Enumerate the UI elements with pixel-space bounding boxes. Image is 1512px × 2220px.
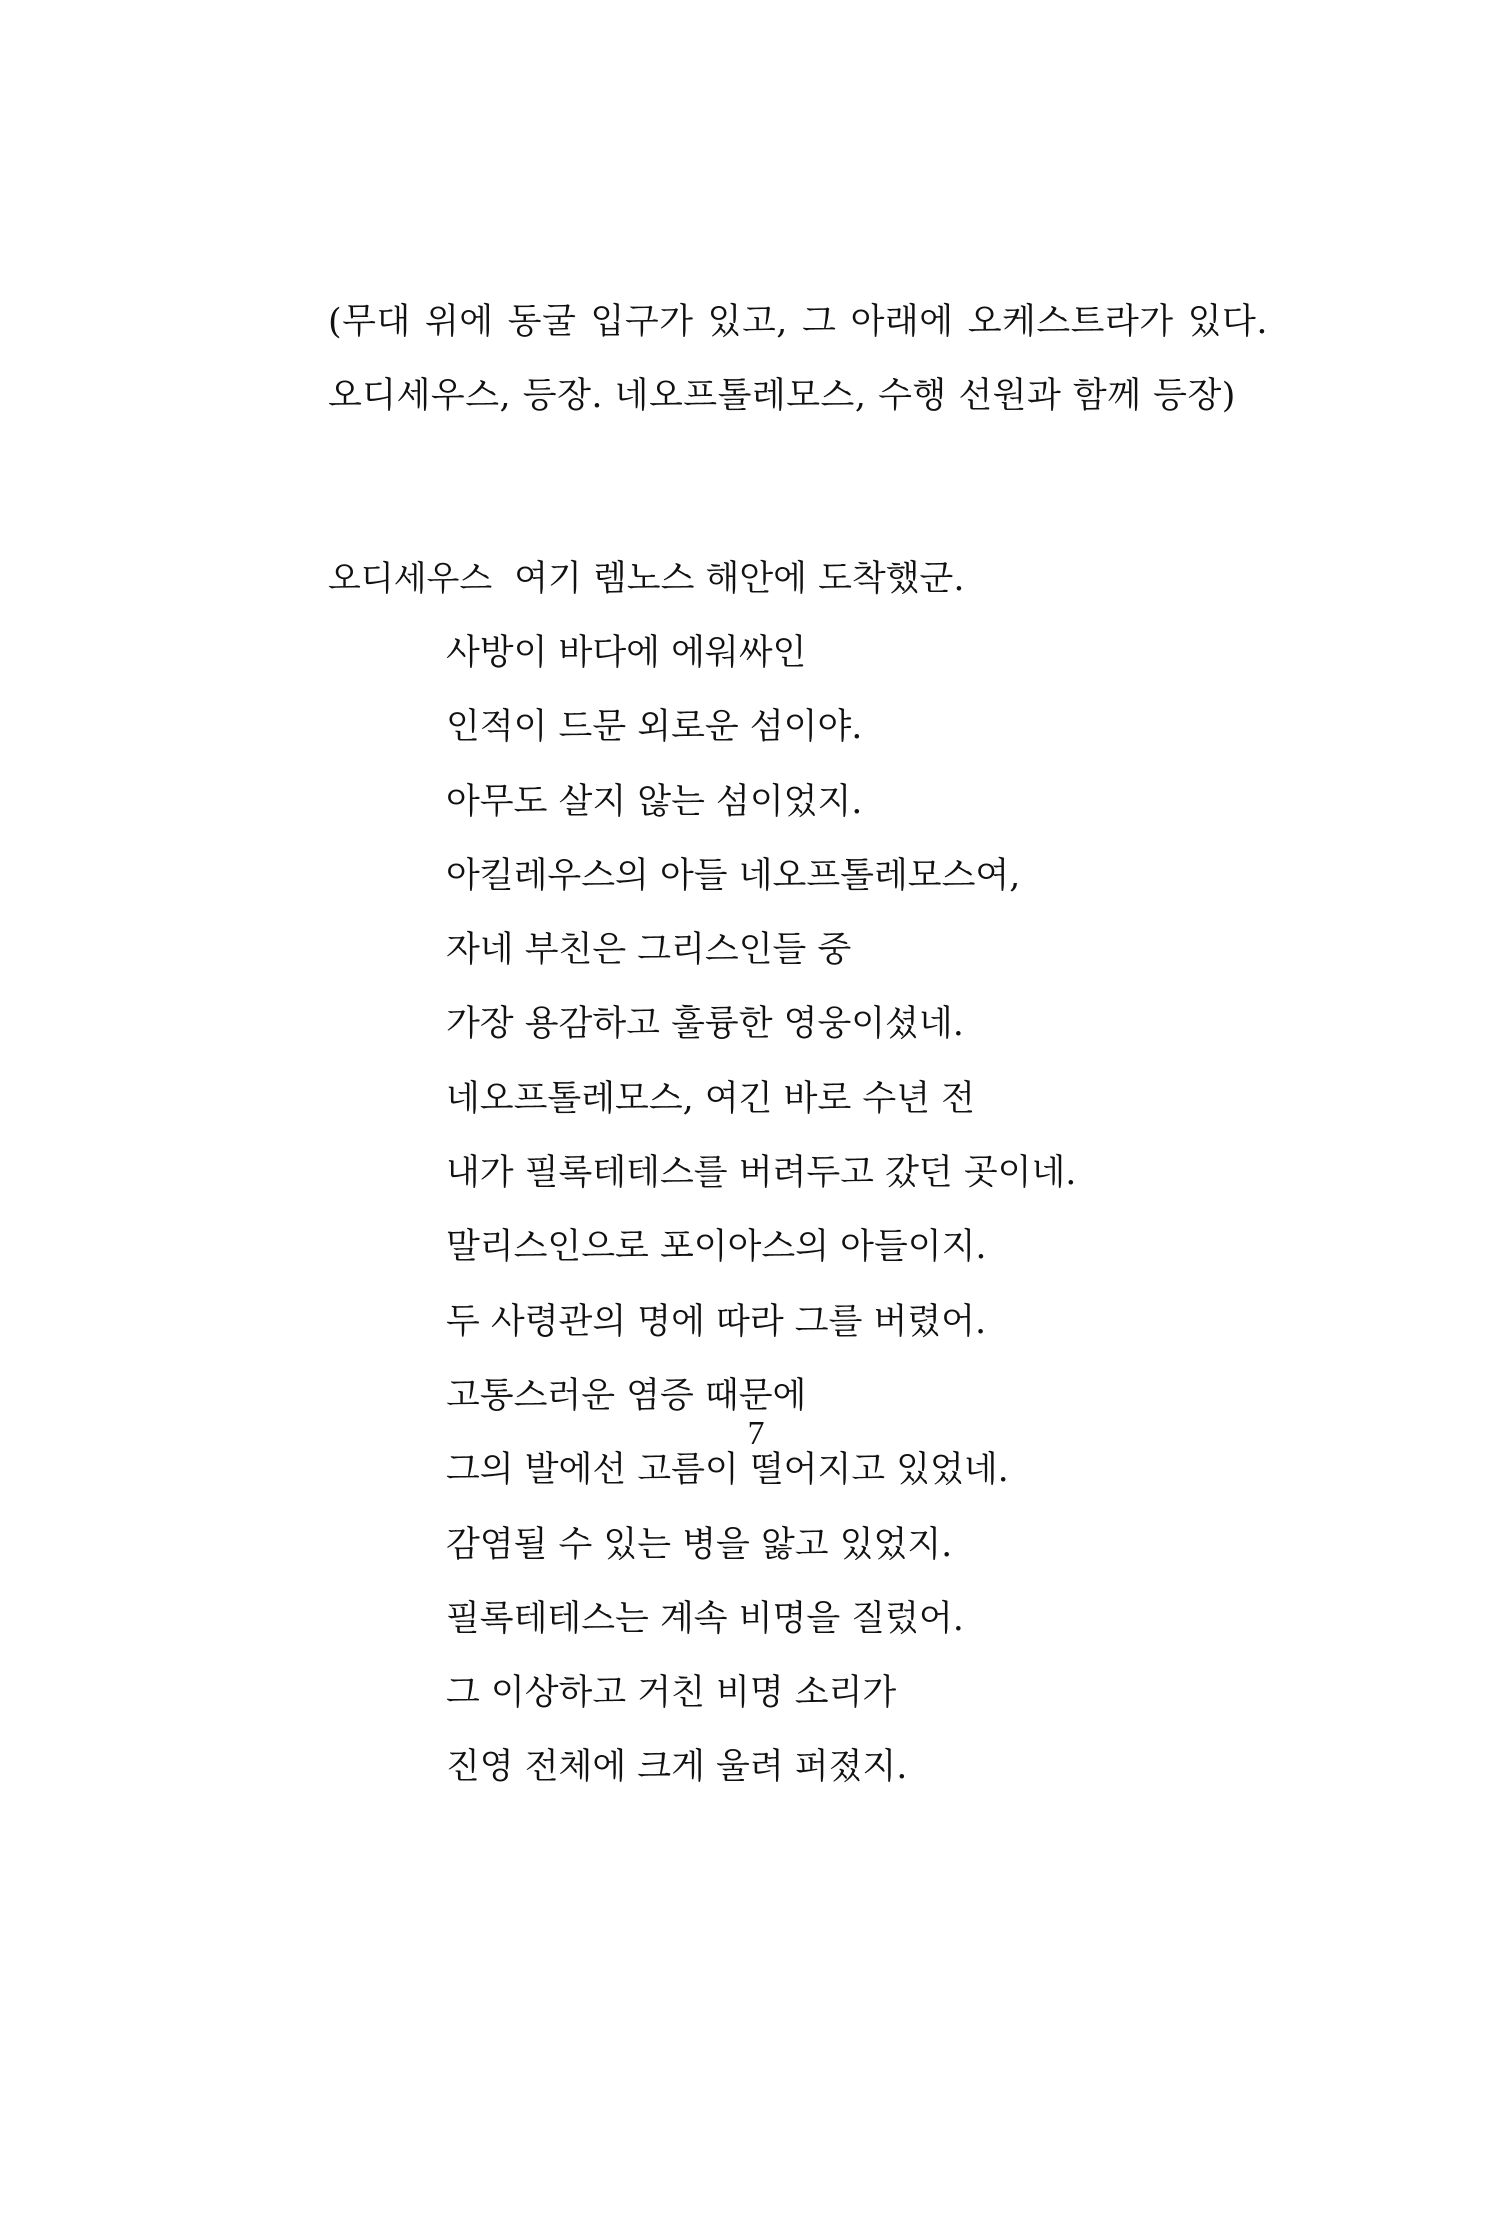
verse-line: 고통스러운 염증 때문에 (446, 1375, 807, 1416)
verse-line: 네오프톨레모스, 여긴 바로 수년 전 (446, 1078, 975, 1119)
verse-line: 감염될 수 있는 병을 앓고 있었지. (446, 1524, 953, 1565)
verse-line: 내가 필록테테스를 버려두고 갔던 곳이네. (446, 1153, 1077, 1194)
verse-line: 아킬레우스의 아들 네오프톨레모스여, (446, 855, 1021, 896)
speech-first-line-row (328, 542, 1328, 616)
verse-line: 인적이 드문 외로운 섬이야. (446, 707, 863, 748)
verse-line-first: 여기 렘노스 해안에 도착했군. (514, 559, 965, 599)
verse-line: 그 이상하고 거친 비명 소리가 (446, 1673, 897, 1714)
verse-line: 사방이 바다에 에워싸인 (446, 633, 807, 673)
verse-line: 가장 용감하고 훌륭한 영웅이셨네. (446, 1004, 964, 1045)
verse-line: 그의 발에선 고름이 떨어지고 있었네. (446, 1450, 1009, 1491)
verse-line: 자네 부친은 그리스인들 중 (446, 930, 852, 971)
speech-block (328, 542, 1328, 1805)
verse-line: 말리스인으로 포이아스의 아들이지. (446, 1227, 987, 1268)
verse-line: 필록테테스는 계속 비명을 질렀어. (446, 1598, 964, 1639)
verse-line: 두 사령관의 명에 따라 그를 버렸어. (446, 1301, 987, 1342)
verse-line: 아무도 살지 않는 섬이었지. (446, 781, 863, 822)
stage-direction: (무대 위에 동굴 입구가 있고, 그 아래에 오케스트라가 있다. 오디세우스, 등장. 네오프톨레모스, 수행 선원과 함께 등장) (328, 302, 1268, 416)
verse-lines (328, 616, 1328, 1805)
verse-line: 진영 전체에 크게 울려 퍼졌지. (446, 1747, 908, 1788)
page-number: 7 (747, 1415, 765, 1452)
speaker-name: 오디세우스 (328, 559, 493, 599)
